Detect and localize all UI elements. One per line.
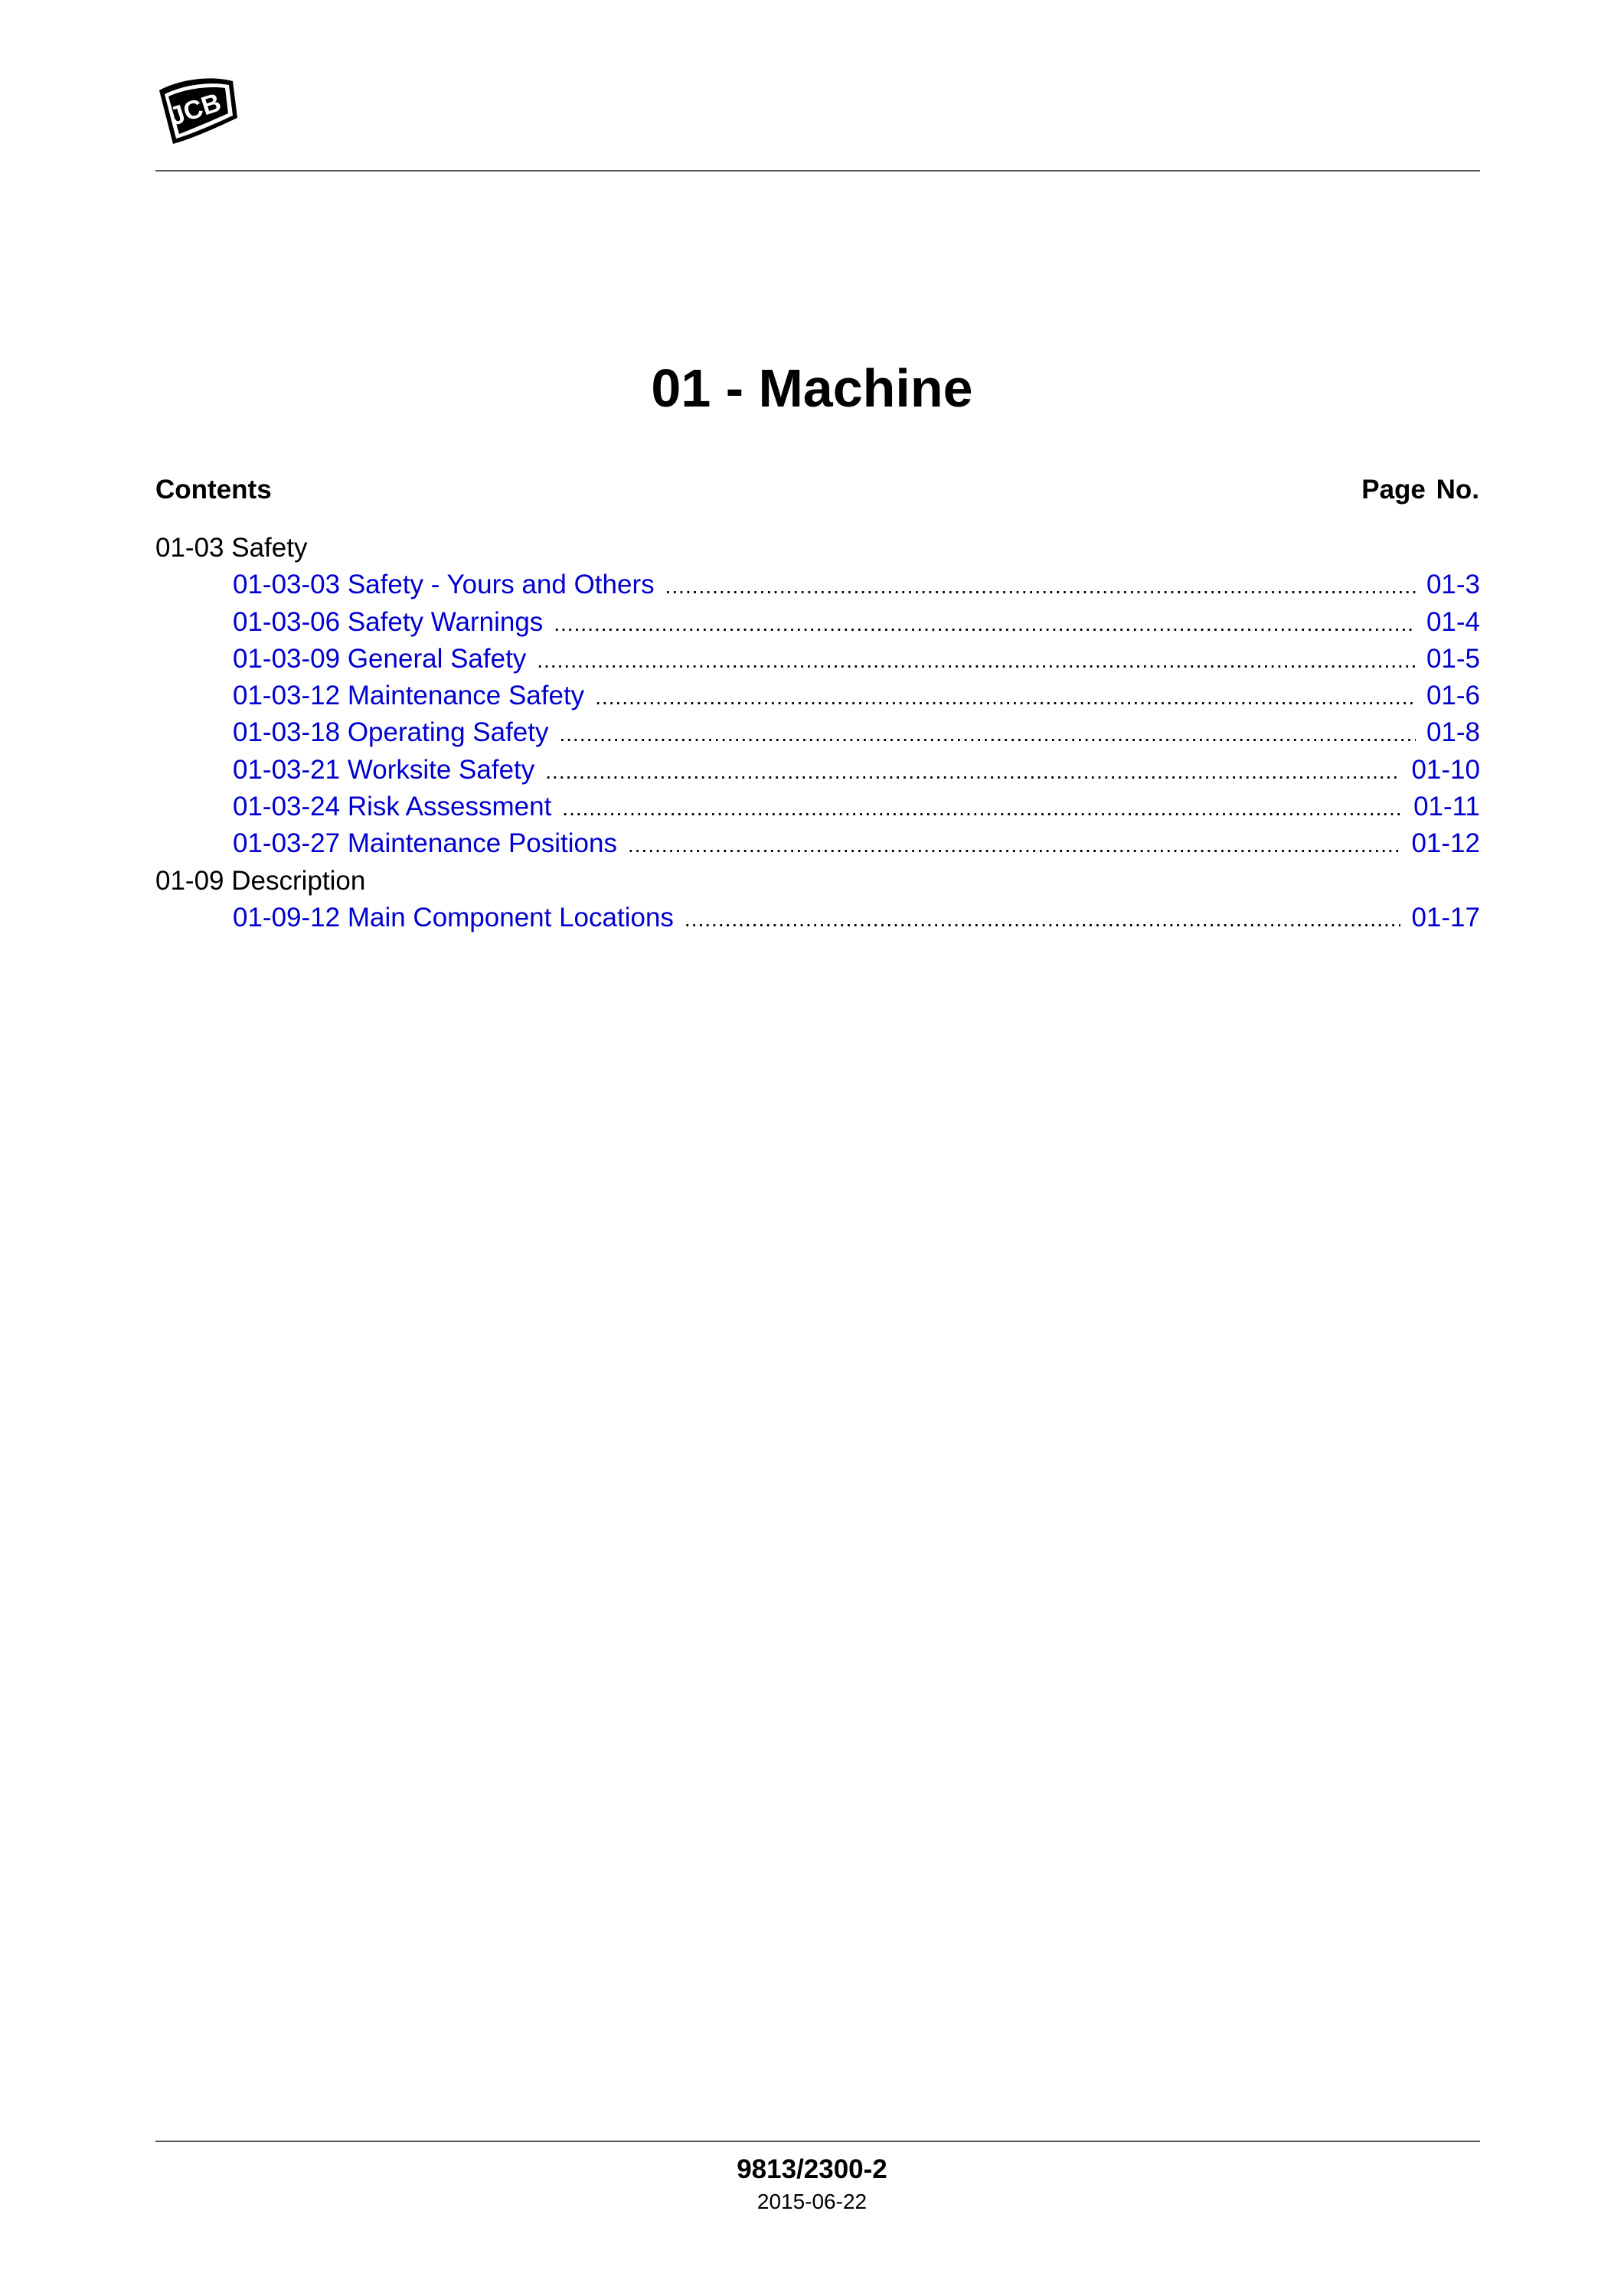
- toc-entry-link[interactable]: [155, 678, 1480, 714]
- footer-rule: [155, 2141, 1480, 2142]
- document-number: 9813/2300-2: [737, 2154, 887, 2184]
- toc-entry-label: 01-03-09 General Safety: [233, 643, 527, 674]
- toc-entry-link[interactable]: [155, 714, 1480, 751]
- toc-entry-link[interactable]: [155, 567, 1480, 603]
- document-date: 2015-06-22: [756, 2190, 868, 2213]
- toc-dot-leader: [595, 679, 1416, 716]
- page-no-heading: Page No.: [1361, 475, 1479, 505]
- table-of-contents: [155, 530, 1480, 936]
- toc-entry-page-number: 01-17: [1411, 902, 1480, 932]
- header-rule: [155, 170, 1480, 171]
- toc-entry-page-number: 01-10: [1411, 754, 1480, 785]
- toc-entry-label: 01-03-27 Maintenance Positions: [233, 828, 617, 859]
- toc-entry-label: 01-03-18 Operating Safety: [233, 717, 549, 748]
- jcb-logo: [156, 73, 240, 147]
- toc-entry-page-number: 01-6: [1426, 681, 1480, 711]
- toc-entry-label: 01-03-06 Safety Warnings: [233, 606, 544, 637]
- page-title: 01 - Machine: [651, 358, 973, 418]
- toc-entry-page-number: 01-4: [1426, 606, 1480, 637]
- toc-dot-leader: [537, 642, 1416, 679]
- toc-entry-label: 01-09-12 Main Component Locations: [233, 902, 674, 932]
- toc-entry-link[interactable]: [155, 789, 1480, 825]
- toc-dot-leader: [685, 901, 1401, 938]
- toc-entry-page-number: 01-11: [1413, 792, 1480, 822]
- toc-dot-leader: [562, 790, 1403, 827]
- toc-entry-link[interactable]: [155, 604, 1480, 641]
- toc-dot-leader: [628, 827, 1400, 864]
- toc-section-heading: 01-03 Safety: [155, 533, 308, 563]
- contents-heading: Contents: [155, 475, 272, 505]
- toc-dot-leader: [554, 606, 1416, 642]
- toc-dot-leader: [665, 568, 1416, 605]
- toc-section-heading: 01-09 Description: [155, 865, 366, 896]
- toc-entry-link[interactable]: [155, 900, 1480, 936]
- toc-entry-label: 01-03-03 Safety - Yours and Others: [233, 570, 655, 600]
- toc-entry-link[interactable]: [155, 825, 1480, 862]
- toc-dot-leader: [545, 753, 1400, 790]
- toc-entry-page-number: 01-3: [1426, 570, 1480, 600]
- toc-entry-label: 01-03-24 Risk Assessment: [233, 792, 552, 822]
- toc-entry-link[interactable]: [155, 641, 1480, 678]
- svg-text:JCB: JCB: [165, 87, 225, 132]
- toc-entry-page-number: 01-12: [1411, 828, 1480, 859]
- toc-entry-link[interactable]: [155, 752, 1480, 789]
- toc-entry-page-number: 01-5: [1426, 643, 1480, 674]
- toc-entry-label: 01-03-21 Worksite Safety: [233, 754, 535, 785]
- toc-entry-page-number: 01-8: [1426, 717, 1480, 748]
- toc-dot-leader: [559, 716, 1415, 753]
- jcb-logo-icon: [156, 73, 240, 147]
- toc-entry-label: 01-03-12 Maintenance Safety: [233, 681, 585, 711]
